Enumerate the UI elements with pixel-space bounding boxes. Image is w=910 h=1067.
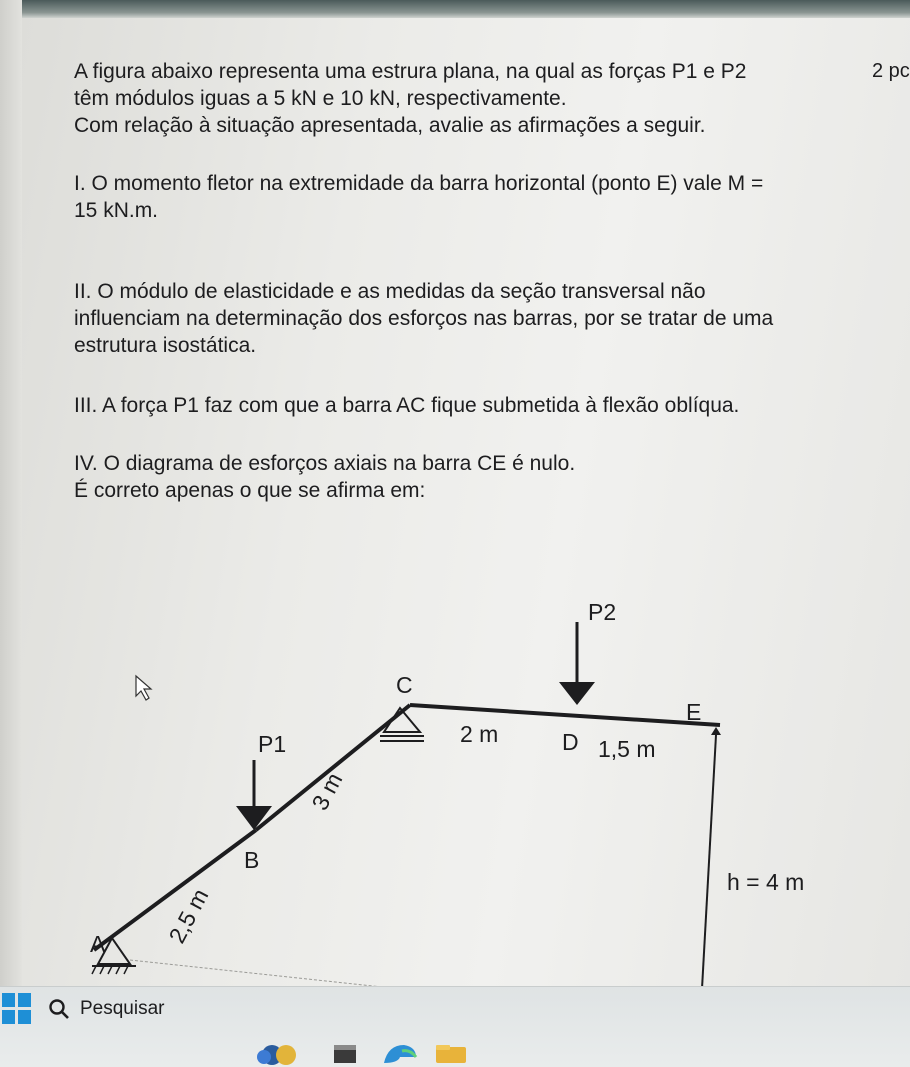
statement-3-line-1: III. A força P1 faz com que a barra AC fique submetida à flexão oblíqua. <box>74 394 740 417</box>
label-len-cd: 2 m <box>460 721 499 747</box>
label-e: E <box>686 699 702 725</box>
label-b: B <box>244 847 260 873</box>
label-p1: P1 <box>258 731 287 757</box>
label-d: D <box>562 729 579 755</box>
label-c: C <box>396 672 413 698</box>
intro-line-3: Com relação à situação apresentada, avalie as afirmações a seguir. <box>74 114 706 137</box>
question-intro <box>74 58 844 139</box>
label-len-de: 1,5 m <box>598 736 656 762</box>
statement-4 <box>74 450 844 504</box>
search-label: Pesquisar <box>80 998 165 1019</box>
force-p2-arrow-icon <box>559 622 595 705</box>
taskbar-search[interactable] <box>48 991 165 1027</box>
taskbar <box>0 986 910 1067</box>
label-p2: P2 <box>588 599 617 625</box>
intro-line-2: têm módulos iguas a 5 kN e 10 kN, respectivamente. <box>74 87 567 110</box>
statement-1-line-2: 15 kN.m. <box>74 199 159 222</box>
statement-3 <box>74 392 844 419</box>
windows-logo-icon-part <box>18 993 31 1007</box>
bar-ce <box>410 705 720 725</box>
windows-logo-icon-part <box>18 1010 31 1024</box>
windows-logo-icon <box>2 993 15 1007</box>
mouse-cursor-icon <box>136 676 151 700</box>
statement-2-line-3: estrutura isostática. <box>74 334 257 357</box>
taskbar-app-weather-icon[interactable] <box>250 1039 310 1065</box>
points-label: 2 pc <box>872 60 910 82</box>
label-height: h = 4 m <box>727 869 805 895</box>
statement-1-line-1: I. O momento fletor na extremidade da barra horizontal (ponto E) vale M = <box>74 172 764 195</box>
label-len-ab: 2,5 m <box>163 884 214 948</box>
start-button[interactable] <box>2 993 32 1025</box>
windows-logo-icon-part <box>2 1010 15 1024</box>
bar-bc <box>256 705 410 830</box>
intro-line-1: A figura abaixo representa uma estrura plana, na qual as forças P1 e P2 <box>74 60 747 83</box>
taskbar-app-explorer-icon[interactable] <box>432 1039 472 1065</box>
statement-2-line-1: II. O módulo de elasticidade e as medidas da seção transversal não <box>74 280 706 303</box>
taskbar-app-edge-icon[interactable] <box>380 1039 420 1065</box>
statement-4-line-1: IV. O diagrama de esforços axiais na barra CE é nulo. <box>74 452 576 475</box>
label-len-bc: 3 m <box>306 768 348 815</box>
height-dimension-icon <box>700 727 721 990</box>
search-icon <box>48 998 70 1020</box>
taskbar-app-window-icon[interactable] <box>330 1039 360 1065</box>
label-a: A <box>90 931 106 957</box>
structure-diagram <box>0 560 910 990</box>
answer-prompt: É correto apenas o que se afirma em: <box>74 479 426 502</box>
statement-1 <box>74 170 844 224</box>
statement-2-line-2: influenciam na determinação dos esforços nas barras, por se tratar de uma <box>74 307 774 330</box>
statement-2 <box>74 278 844 359</box>
screen-top-edge <box>0 0 910 18</box>
